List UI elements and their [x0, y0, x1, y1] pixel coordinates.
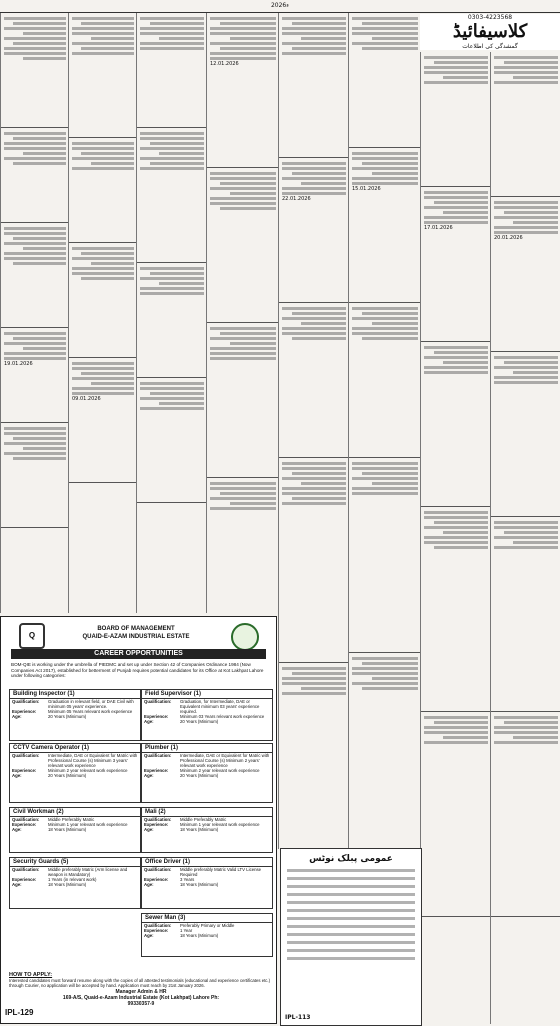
public-notice [280, 848, 422, 1026]
ipl-number: IPL-129 [5, 1008, 34, 1017]
classified-ad [207, 323, 279, 478]
row-value: Graduation in relevant field, or DAE Civil with minimum 05 years' experience. [48, 699, 134, 709]
how-to-apply [9, 973, 271, 989]
position-row [10, 773, 140, 778]
position-row [142, 719, 272, 724]
row-value: 20 Years (Minimum) [48, 714, 87, 719]
position-card [9, 857, 141, 909]
position-title: CCTV Camera Operator (1) [10, 744, 140, 753]
row-label: Experience: [12, 709, 37, 714]
ad-date: 15.01.2026 [352, 186, 381, 192]
ad-date: 22.01.2026 [282, 196, 311, 202]
row-value: Minimum 1 year relevant work experience [180, 822, 260, 827]
header-date: 2026ء [270, 2, 290, 9]
column-8 [490, 52, 560, 1024]
position-card [9, 807, 141, 853]
row-label: Experience: [144, 714, 169, 719]
position-card [9, 689, 141, 741]
masthead-logo: کلاسیفائیڈ [452, 21, 528, 42]
row-label: Experience: [12, 822, 37, 827]
row-value: Middle preferably Matric (Arm license and weapon is Mandatory) [48, 867, 128, 877]
column-3 [136, 13, 207, 613]
row-label: Experience: [144, 768, 169, 773]
position-title: Building Inspector (1) [10, 690, 140, 699]
row-label: Qualification: [12, 753, 40, 758]
classified-ad [491, 197, 560, 352]
signature-block [61, 989, 221, 1007]
classified-ad [349, 458, 421, 653]
ad-date: 19.01.2026 [4, 361, 33, 367]
classified-ad [137, 378, 207, 503]
row-label: Age: [12, 714, 22, 719]
row-label: Experience: [12, 877, 37, 882]
manager-title: Manager Admin & HR [115, 989, 167, 995]
classified-ad [69, 13, 137, 138]
row-label: Qualification: [12, 699, 40, 704]
classified-ad [279, 303, 349, 458]
row-label: Qualification: [12, 817, 40, 822]
classified-ad [279, 13, 349, 158]
position-row [142, 933, 272, 938]
classified-ad [349, 148, 421, 303]
row-value: Minimum 2 year relevant work experience [48, 768, 128, 773]
position-card [9, 743, 141, 803]
position-row [142, 827, 272, 832]
board-name: BOARD OF MANAGEMENT QUAID-E-AZAM INDUSTRIAL ESTATE [82, 626, 190, 640]
row-label: Qualification: [12, 867, 40, 872]
ad-date: 20.01.2026 [494, 235, 523, 241]
masthead-subtitle: گمشدگی کی اطلاعات [462, 43, 518, 50]
row-value: Preferably Primary or Middle [180, 923, 235, 928]
row-value: Intermediate, DAE or Equivalent for Matric with Professional Course (s) Minimum 3 years' relevant work experience [48, 753, 138, 768]
column-2 [68, 13, 137, 613]
classified-ad [1, 223, 69, 328]
ad-date: 12.01.2026 [210, 61, 239, 67]
row-label: Experience: [144, 877, 169, 882]
how-to-apply-title: HOW TO APPLY: [9, 972, 53, 978]
row-label: Age: [12, 882, 22, 887]
row-label: Experience: [144, 822, 169, 827]
position-row [142, 699, 272, 714]
column-7 [420, 52, 491, 1024]
classified-ad [207, 168, 279, 323]
row-value: Minimum 2 year relevant work experience [180, 768, 260, 773]
row-value: Minimum 03 Years relevant work experience [180, 714, 265, 719]
row-value: 20 Years (Minimum) [48, 773, 87, 778]
position-title: Office Driver (1) [142, 858, 272, 867]
row-label: Age: [144, 933, 154, 938]
position-row [10, 753, 140, 768]
classified-ad [69, 138, 137, 243]
position-card [141, 857, 273, 909]
column-6 [348, 13, 421, 849]
punjab-seal-icon [231, 623, 259, 651]
notice-title: عمومی پبلک نوٹس [309, 854, 393, 864]
row-value: 20 Years (Minimum) [180, 773, 219, 778]
position-title: Plumber (1) [142, 744, 272, 753]
position-row [10, 827, 140, 832]
position-title: Civil Workman (2) [10, 808, 140, 817]
row-value: 1 Year [180, 928, 193, 933]
ad-date: 09.01.2026 [72, 396, 101, 402]
row-label: Experience: [144, 928, 169, 933]
position-row [10, 714, 140, 719]
career-opportunities-ad [0, 616, 277, 1024]
row-value: Minimum 05 Years relevant work experience [48, 709, 133, 714]
row-value: 18 Years (Minimum) [180, 827, 219, 832]
row-value: Graduation, for Intermediate, DAE or Equivalent minimum 03 years' experience required. [180, 699, 260, 714]
classified-ad [1, 328, 69, 423]
classified-masthead [420, 14, 560, 50]
classified-ad [137, 263, 207, 378]
row-value: Minimum 1 year relevant work experience [48, 822, 128, 827]
classified-ad [491, 712, 560, 917]
row-label: Age: [144, 773, 154, 778]
row-label: Qualification: [144, 699, 172, 704]
position-row [10, 867, 140, 877]
row-value: Middle Preferably Matric [180, 817, 227, 822]
classified-ad [349, 303, 421, 458]
row-label: Qualification: [144, 817, 172, 822]
classified-ad [349, 653, 421, 849]
row-label: Qualification: [144, 923, 172, 928]
classified-ad [421, 507, 491, 712]
row-label: Age: [144, 827, 154, 832]
masthead-phone: 0303-4223568 [467, 14, 513, 21]
job-intro: BOM-QIE is working under the umbrella of PIEDMC and set up under Section 42 of Companies Ordinance 1984 (Now Companies Act 2017), established for betterment of Punjab requires potential candidates for its Office at Kot Lakhpat Lahore under following categories: [11, 662, 264, 679]
column-1 [0, 13, 69, 613]
row-value: 20 Years (Minimum) [180, 719, 219, 724]
position-card [141, 807, 273, 853]
classified-ad [69, 358, 137, 483]
position-row [142, 753, 272, 768]
row-value: 1 Years (in relevant work) [48, 877, 97, 882]
row-label: Age: [144, 719, 154, 724]
position-title: Security Guards (5) [10, 858, 140, 867]
row-label: Qualification: [144, 867, 172, 872]
row-value: 18 Years (Minimum) [48, 882, 87, 887]
row-label: Experience: [12, 768, 37, 773]
classified-ad [491, 52, 560, 197]
how-to-apply-text: Interested candidates must forward resume along with the copies of all attested testimonials (educational and experience certificates etc.) through Courier, no application will be accepted by hand. Application must reach by 21st January 2026. [9, 978, 271, 989]
classified-ad [207, 13, 279, 168]
page-header [0, 0, 560, 13]
row-label: Age: [12, 773, 22, 778]
position-row [142, 867, 272, 877]
position-card [141, 743, 273, 803]
position-card [141, 913, 273, 957]
classified-ad [279, 663, 349, 849]
classified-ad [491, 352, 560, 517]
classified-ad [279, 458, 349, 663]
classified-ad [1, 128, 69, 223]
classified-ad [1, 13, 69, 128]
row-value: Middle preferably Matric Valid LTV License Required [180, 867, 262, 877]
position-title: Sewer Man (3) [142, 914, 272, 923]
position-title: Mali (2) [142, 808, 272, 817]
column-5 [278, 13, 349, 849]
classified-ad [421, 342, 491, 507]
row-value: 18 Years (Minimum) [48, 827, 87, 832]
classified-ad [491, 517, 560, 712]
row-value: Intermediate, DAE or Equivalent for Matric with Professional Course (s) Minimum 2 years' relevant work experience [180, 753, 270, 768]
position-row [10, 699, 140, 709]
classified-ad [137, 128, 207, 263]
position-card [141, 689, 273, 741]
row-value: 18 Years (Minimum) [180, 933, 219, 938]
row-label: Age: [144, 882, 154, 887]
position-row [142, 773, 272, 778]
row-label: Qualification: [144, 753, 172, 758]
classified-ad [421, 712, 491, 917]
classified-ad [421, 187, 491, 342]
classified-ad [69, 243, 137, 358]
row-value: Middle Preferably Matric [48, 817, 95, 822]
row-value: 18 Years (Minimum) [180, 882, 219, 887]
ad-date: 17.01.2026 [424, 225, 453, 231]
classified-ad [349, 13, 421, 148]
classified-ad [279, 158, 349, 303]
notice-ipl: IPL-113 [285, 1014, 311, 1021]
manager-address: 169-A/S, Quaid-e-Azam Industrial Estate (Kot Lakhpat) Lahore Ph: 99330357-9 [62, 995, 220, 1007]
career-title: CAREER OPPORTUNITIES [11, 649, 266, 659]
row-label: Age: [12, 827, 22, 832]
position-row [142, 882, 272, 887]
classified-ad [1, 423, 69, 528]
qie-logo-icon: Q [19, 623, 45, 649]
classified-ad [207, 478, 279, 613]
column-4 [206, 13, 279, 613]
classified-ad [421, 52, 491, 187]
row-value: 3 Years [180, 877, 195, 882]
position-title: Field Supervisor (1) [142, 690, 272, 699]
position-row [10, 882, 140, 887]
classified-ad [137, 13, 207, 128]
